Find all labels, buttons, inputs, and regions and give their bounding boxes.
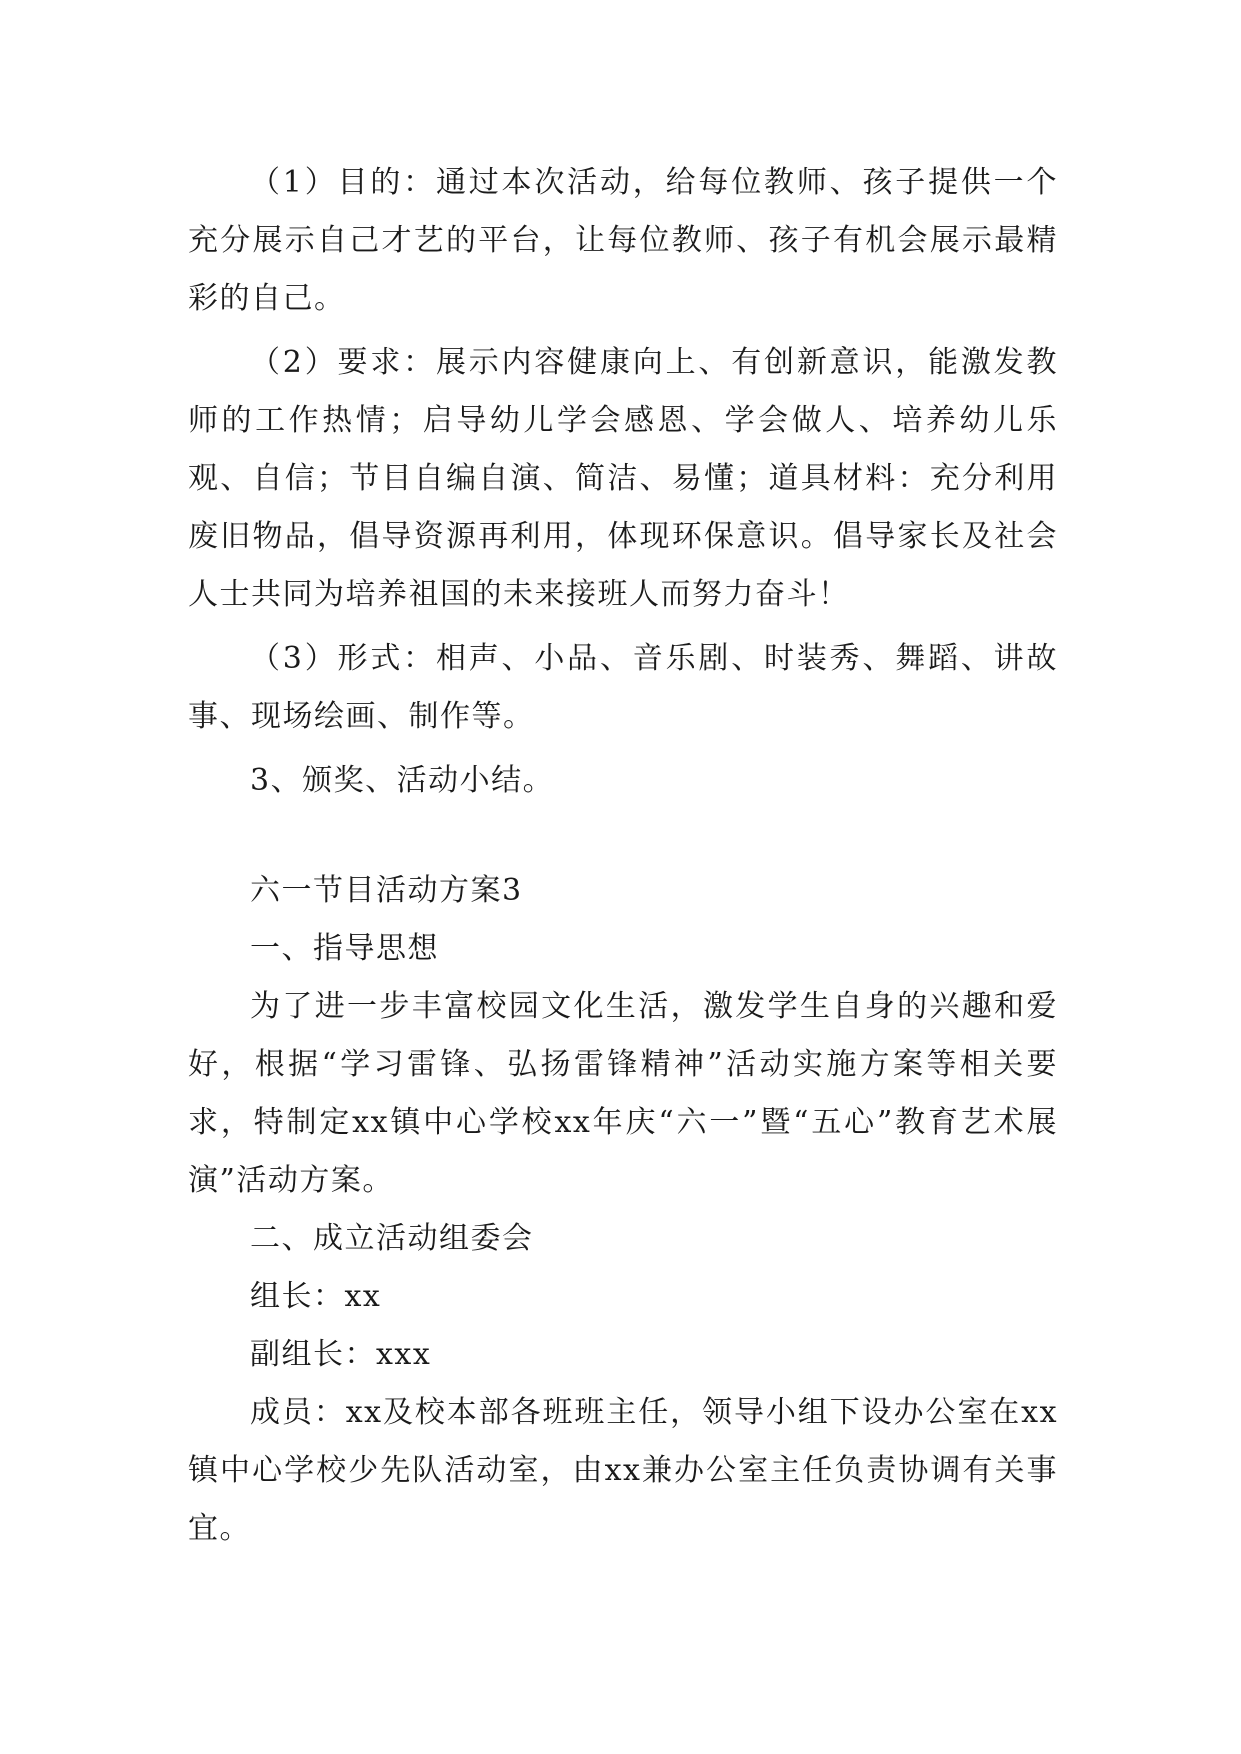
guiding-heading: 一、指导思想 [250,931,439,966]
forms-paragraph: （3）形式：相声、小品、音乐剧、时装秀、舞蹈、讲故事、现场绘画、制作等。 [188,641,1058,734]
members-paragraph: 成员：xx及校本部各班班主任，领导小组下设办公室在xx镇中心学校少先队活动室，由xx兼办公室主任负责协调有关事宜。 [188,1395,1058,1546]
leader-line: 组长：xx [250,1279,382,1314]
guiding-paragraph: 为了进一步丰富校园文化生活，激发学生自身的兴趣和爱好，根据“学习雷锋、弘扬雷锋精神”活动实施方案等相关要求，特制定xx镇中心学校xx年庆“六一”暨“五心”教育艺术展演”活动方案。 [188,989,1058,1198]
award-paragraph: 3、颁奖、活动小结。 [250,763,555,798]
plan-title: 六一节目活动方案3 [250,873,523,908]
document-body [188,154,1058,1558]
deputy-leader-line: 副组长：xxx [250,1337,432,1372]
committee-heading: 二、成立活动组委会 [250,1221,534,1256]
purpose-paragraph: （1）目的：通过本次活动，给每位教师、孩子提供一个充分展示自己才艺的平台，让每位教师、孩子有机会展示最精彩的自己。 [188,165,1058,316]
requirements-paragraph: （2）要求：展示内容健康向上、有创新意识，能激发教师的工作热情；启导幼儿学会感恩、学会做人、培养幼儿乐观、自信；节目自编自演、简洁、易懂；道具材料：充分利用废旧物品，倡导资源再利用，体现环保意识。倡导家长及社会人士共同为培养祖国的未来接班人而努力奋斗！ [188,345,1058,612]
